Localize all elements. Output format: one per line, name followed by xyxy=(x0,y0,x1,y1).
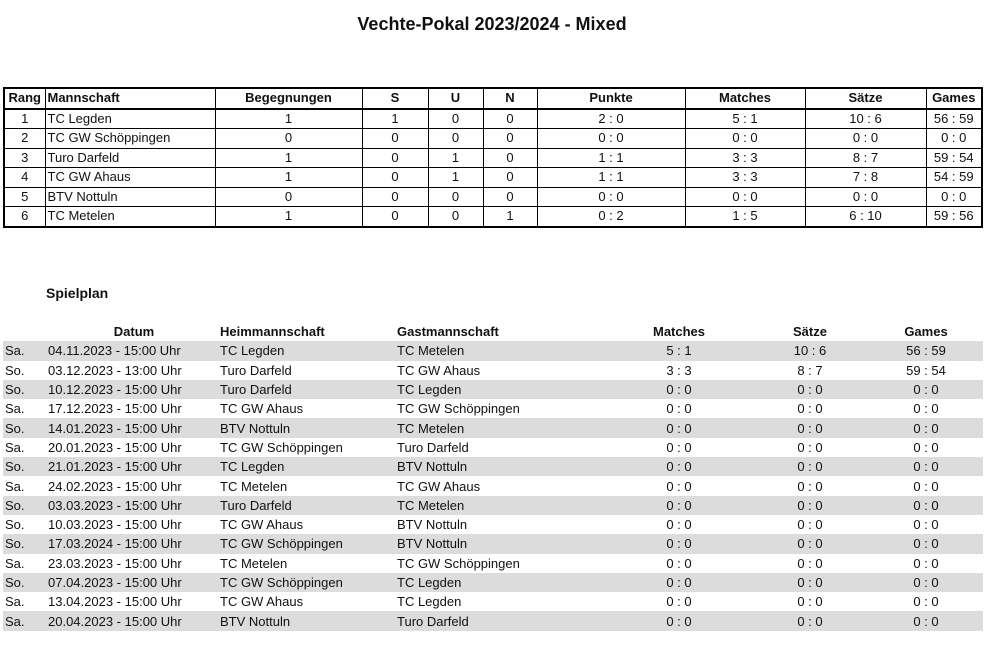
standings-cell-games: 56 : 59 xyxy=(926,109,982,129)
standings-cell-s: 0 xyxy=(362,168,428,188)
standings-cell-rang: 6 xyxy=(4,207,45,227)
standings-cell-punkte: 2 : 0 xyxy=(537,109,685,129)
schedule-cell-date: 10.12.2023 - 15:00 Uhr xyxy=(48,380,220,399)
standings-cell-rang: 4 xyxy=(4,168,45,188)
schedule-cell-saetze: 10 : 6 xyxy=(751,341,869,360)
schedule-cell-day: Sa. xyxy=(5,401,25,417)
schedule-cell-saetze: 0 : 0 xyxy=(797,594,823,610)
schedule-row xyxy=(3,457,983,476)
standings-cell-team: Turo Darfeld xyxy=(45,148,215,168)
schedule-cell-games: 0 : 0 xyxy=(869,573,983,592)
schedule-cell-home: BTV Nottuln xyxy=(220,418,397,437)
schedule-cell-date: 03.03.2023 - 15:00 Uhr xyxy=(48,496,220,515)
standings-cell-n: 0 xyxy=(483,168,537,188)
schedule-row xyxy=(3,399,983,418)
header-saetze: Sätze xyxy=(793,324,827,340)
standings-cell-rang: 1 xyxy=(4,109,45,129)
header-heim: Heimmannschaft xyxy=(220,324,325,340)
standings-cell-beg: 1 xyxy=(215,148,362,168)
standings-cell-games: 59 : 56 xyxy=(926,207,982,227)
schedule-cell-date: 13.04.2023 - 15:00 Uhr xyxy=(48,594,182,610)
standings-cell-saetze: 10 : 6 xyxy=(805,109,926,129)
schedule-cell-home: TC GW Ahaus xyxy=(220,401,304,417)
schedule-cell-matches: 0 : 0 xyxy=(607,534,751,553)
standings-cell-team: TC Metelen xyxy=(45,207,215,227)
standings-cell-saetze: 8 : 7 xyxy=(805,148,926,168)
schedule-cell-away: TC GW Schöppingen xyxy=(397,401,520,417)
schedule-cell-matches: 5 : 1 xyxy=(607,341,751,360)
standings-cell-s: 0 xyxy=(362,187,428,207)
schedule-cell-games: 0 : 0 xyxy=(869,496,983,515)
schedule-cell-day: Sa. xyxy=(5,439,25,455)
schedule-cell-games: 0 : 0 xyxy=(869,457,983,476)
standings-cell-team: TC GW Ahaus xyxy=(45,168,215,188)
header-saetze: Sätze xyxy=(805,88,926,109)
schedule-cell-saetze: 0 : 0 xyxy=(797,401,823,417)
header-matches: Matches xyxy=(685,88,805,109)
schedule-cell-date: 23.03.2023 - 15:00 Uhr xyxy=(48,555,182,571)
standings-cell-games: 59 : 54 xyxy=(926,148,982,168)
standings-row xyxy=(4,129,982,149)
schedule-cell-away: TC Metelen xyxy=(397,496,607,515)
schedule-cell-matches: 0 : 0 xyxy=(666,478,692,494)
schedule-cell-day: Sa. xyxy=(5,555,25,571)
schedule-cell-home: Turo Darfeld xyxy=(220,496,397,515)
schedule-cell-away: TC GW Ahaus xyxy=(397,478,481,494)
header-begegnungen: Begegnungen xyxy=(215,88,362,109)
header-u: U xyxy=(428,88,483,109)
header-s: S xyxy=(362,88,428,109)
schedule-heading: Spielplan xyxy=(46,285,109,301)
standings-cell-beg: 1 xyxy=(215,168,362,188)
schedule-cell-day: So. xyxy=(5,517,25,533)
schedule-row xyxy=(3,438,983,457)
schedule-cell-date: 07.04.2023 - 15:00 Uhr xyxy=(48,573,220,592)
schedule-table xyxy=(3,322,983,631)
standings-cell-matches: 1 : 5 xyxy=(685,207,805,227)
schedule-cell-games: 0 : 0 xyxy=(913,517,939,533)
standings-cell-saetze: 7 : 8 xyxy=(805,168,926,188)
standings-cell-team: BTV Nottuln xyxy=(45,187,215,207)
schedule-row xyxy=(3,380,983,399)
schedule-cell-date: 03.12.2023 - 13:00 Uhr xyxy=(48,362,182,378)
schedule-cell-away: TC GW Schöppingen xyxy=(397,555,520,571)
standings-row xyxy=(4,148,982,168)
schedule-cell-saetze: 0 : 0 xyxy=(751,611,869,630)
standings-row xyxy=(4,109,982,129)
schedule-cell-matches: 0 : 0 xyxy=(607,611,751,630)
standings-cell-matches: 3 : 3 xyxy=(685,168,805,188)
standings-row xyxy=(4,187,982,207)
schedule-cell-home: Turo Darfeld xyxy=(220,380,397,399)
schedule-cell-saetze: 0 : 0 xyxy=(751,418,869,437)
schedule-cell-games: 56 : 59 xyxy=(869,341,983,360)
standings-cell-matches: 3 : 3 xyxy=(685,148,805,168)
schedule-cell-games: 0 : 0 xyxy=(913,439,939,455)
schedule-cell-away: TC Legden xyxy=(397,594,462,610)
standings-cell-rang: 2 xyxy=(4,129,45,149)
standings-cell-u: 0 xyxy=(428,129,483,149)
header-datum: Datum xyxy=(113,324,155,340)
schedule-row xyxy=(3,418,983,437)
schedule-cell-matches: 0 : 0 xyxy=(607,457,751,476)
standings-cell-rang: 3 xyxy=(4,148,45,168)
schedule-cell-day: So. xyxy=(5,362,25,378)
schedule-cell-saetze: 0 : 0 xyxy=(797,478,823,494)
schedule-header-row xyxy=(3,322,983,341)
standings-cell-punkte: 0 : 0 xyxy=(537,129,685,149)
standings-cell-punkte: 1 : 1 xyxy=(537,148,685,168)
standings-row xyxy=(4,207,982,227)
schedule-cell-day: Sa. xyxy=(3,611,48,630)
schedule-cell-day: So. xyxy=(3,380,48,399)
schedule-cell-date: 24.02.2023 - 15:00 Uhr xyxy=(48,478,182,494)
schedule-row xyxy=(3,573,983,592)
schedule-cell-home: TC GW Schöppingen xyxy=(220,534,397,553)
schedule-cell-matches: 0 : 0 xyxy=(607,418,751,437)
header-mannschaft: Mannschaft xyxy=(45,88,215,109)
schedule-cell-away: TC Legden xyxy=(397,573,607,592)
schedule-cell-saetze: 0 : 0 xyxy=(751,534,869,553)
standings-row xyxy=(4,168,982,188)
standings-cell-u: 1 xyxy=(428,148,483,168)
standings-cell-n: 0 xyxy=(483,148,537,168)
schedule-row xyxy=(3,361,983,380)
schedule-cell-date: 20.01.2023 - 15:00 Uhr xyxy=(48,439,182,455)
schedule-cell-matches: 0 : 0 xyxy=(666,555,692,571)
schedule-cell-home: TC Metelen xyxy=(220,555,288,571)
standings-cell-games: 0 : 0 xyxy=(926,187,982,207)
schedule-cell-day: So. xyxy=(3,534,48,553)
standings-cell-s: 1 xyxy=(362,109,428,129)
schedule-cell-day: So. xyxy=(3,573,48,592)
standings-cell-games: 54 : 59 xyxy=(926,168,982,188)
schedule-cell-saetze: 8 : 7 xyxy=(797,362,823,378)
schedule-cell-date: 17.03.2024 - 15:00 Uhr xyxy=(48,534,220,553)
standings-cell-saetze: 0 : 0 xyxy=(805,129,926,149)
standings-cell-beg: 0 xyxy=(215,187,362,207)
standings-cell-u: 0 xyxy=(428,109,483,129)
schedule-cell-day: So. xyxy=(3,457,48,476)
schedule-row xyxy=(3,341,983,360)
schedule-cell-saetze: 0 : 0 xyxy=(797,555,823,571)
schedule-cell-home: TC Legden xyxy=(220,341,397,360)
standings-cell-s: 0 xyxy=(362,207,428,227)
schedule-cell-saetze: 0 : 0 xyxy=(751,496,869,515)
schedule-cell-saetze: 0 : 0 xyxy=(751,573,869,592)
schedule-cell-saetze: 0 : 0 xyxy=(751,380,869,399)
schedule-cell-home: TC Legden xyxy=(220,457,397,476)
standings-cell-punkte: 1 : 1 xyxy=(537,168,685,188)
standings-cell-s: 0 xyxy=(362,148,428,168)
schedule-cell-games: 0 : 0 xyxy=(869,380,983,399)
schedule-cell-day: Sa. xyxy=(5,478,25,494)
schedule-cell-saetze: 0 : 0 xyxy=(751,457,869,476)
schedule-cell-away: Turo Darfeld xyxy=(397,611,607,630)
schedule-row xyxy=(3,534,983,553)
header-rang: Rang xyxy=(4,88,45,109)
standings-cell-beg: 1 xyxy=(215,109,362,129)
page-title: Vechte-Pokal 2023/2024 - Mixed xyxy=(357,14,627,34)
schedule-cell-saetze: 0 : 0 xyxy=(797,517,823,533)
schedule-cell-matches: 0 : 0 xyxy=(666,439,692,455)
schedule-cell-games: 0 : 0 xyxy=(913,478,939,494)
schedule-cell-home: BTV Nottuln xyxy=(220,611,397,630)
schedule-cell-date: 14.01.2023 - 15:00 Uhr xyxy=(48,418,220,437)
schedule-cell-games: 0 : 0 xyxy=(913,401,939,417)
schedule-cell-matches: 3 : 3 xyxy=(666,362,692,378)
standings-cell-team: TC Legden xyxy=(45,109,215,129)
schedule-cell-day: So. xyxy=(3,496,48,515)
schedule-cell-date: 04.11.2023 - 15:00 Uhr xyxy=(48,341,220,360)
standings-cell-matches: 0 : 0 xyxy=(685,187,805,207)
schedule-cell-away: TC Legden xyxy=(397,380,607,399)
schedule-cell-day: Sa. xyxy=(3,341,48,360)
schedule-cell-away: Turo Darfeld xyxy=(397,439,469,455)
schedule-row xyxy=(3,515,983,534)
schedule-cell-away: BTV Nottuln xyxy=(397,534,607,553)
schedule-cell-date: 10.03.2023 - 15:00 Uhr xyxy=(48,517,182,533)
schedule-cell-away: TC Metelen xyxy=(397,418,607,437)
schedule-row xyxy=(3,554,983,573)
schedule-cell-games: 0 : 0 xyxy=(869,418,983,437)
schedule-cell-home: TC GW Schöppingen xyxy=(220,573,397,592)
standings-cell-u: 1 xyxy=(428,168,483,188)
schedule-row xyxy=(3,592,983,611)
standings-cell-s: 0 xyxy=(362,129,428,149)
standings-cell-punkte: 0 : 0 xyxy=(537,187,685,207)
schedule-cell-matches: 0 : 0 xyxy=(666,594,692,610)
standings-cell-saetze: 6 : 10 xyxy=(805,207,926,227)
schedule-cell-date: 21.01.2023 - 15:00 Uhr xyxy=(48,457,220,476)
schedule-cell-home: TC GW Ahaus xyxy=(220,517,304,533)
schedule-cell-games: 0 : 0 xyxy=(913,555,939,571)
schedule-cell-matches: 0 : 0 xyxy=(666,401,692,417)
schedule-cell-home: TC Metelen xyxy=(220,478,288,494)
header-day xyxy=(3,322,48,341)
schedule-cell-matches: 0 : 0 xyxy=(607,573,751,592)
standings-cell-u: 0 xyxy=(428,187,483,207)
schedule-cell-away: TC Metelen xyxy=(397,341,607,360)
schedule-cell-away: BTV Nottuln xyxy=(397,457,607,476)
schedule-cell-games: 0 : 0 xyxy=(869,611,983,630)
schedule-cell-away: TC GW Ahaus xyxy=(397,362,481,378)
standings-cell-matches: 5 : 1 xyxy=(685,109,805,129)
schedule-cell-home: TC GW Ahaus xyxy=(220,594,304,610)
schedule-cell-saetze: 0 : 0 xyxy=(797,439,823,455)
standings-cell-saetze: 0 : 0 xyxy=(805,187,926,207)
standings-cell-n: 0 xyxy=(483,109,537,129)
schedule-cell-home: TC GW Schöppingen xyxy=(220,439,343,455)
standings-cell-n: 0 xyxy=(483,187,537,207)
header-games: Games xyxy=(904,324,948,340)
schedule-cell-away: BTV Nottuln xyxy=(397,517,468,533)
header-matches: Matches xyxy=(652,324,706,340)
schedule-cell-games: 0 : 0 xyxy=(913,594,939,610)
schedule-cell-matches: 0 : 0 xyxy=(666,517,692,533)
standings-header-row xyxy=(4,88,982,109)
standings-cell-beg: 1 xyxy=(215,207,362,227)
schedule-cell-home: Turo Darfeld xyxy=(220,362,292,378)
schedule-row xyxy=(3,496,983,515)
schedule-cell-day: So. xyxy=(3,418,48,437)
schedule-cell-date: 17.12.2023 - 15:00 Uhr xyxy=(48,401,182,417)
standings-cell-beg: 0 xyxy=(215,129,362,149)
schedule-row xyxy=(3,611,983,630)
schedule-cell-matches: 0 : 0 xyxy=(607,380,751,399)
schedule-cell-games: 0 : 0 xyxy=(869,534,983,553)
header-punkte: Punkte xyxy=(537,88,685,109)
schedule-cell-games: 59 : 54 xyxy=(906,362,946,378)
schedule-cell-matches: 0 : 0 xyxy=(607,496,751,515)
standings-cell-rang: 5 xyxy=(4,187,45,207)
standings-table xyxy=(3,87,983,228)
standings-cell-games: 0 : 0 xyxy=(926,129,982,149)
standings-cell-n: 1 xyxy=(483,207,537,227)
standings-cell-u: 0 xyxy=(428,207,483,227)
schedule-cell-date: 20.04.2023 - 15:00 Uhr xyxy=(48,611,220,630)
schedule-cell-day: Sa. xyxy=(5,594,25,610)
header-n: N xyxy=(483,88,537,109)
standings-cell-punkte: 0 : 2 xyxy=(537,207,685,227)
standings-cell-matches: 0 : 0 xyxy=(685,129,805,149)
standings-cell-n: 0 xyxy=(483,129,537,149)
schedule-row xyxy=(3,476,983,495)
header-games: Games xyxy=(926,88,982,109)
header-gast: Gastmannschaft xyxy=(397,324,499,340)
standings-cell-team: TC GW Schöppingen xyxy=(45,129,215,149)
